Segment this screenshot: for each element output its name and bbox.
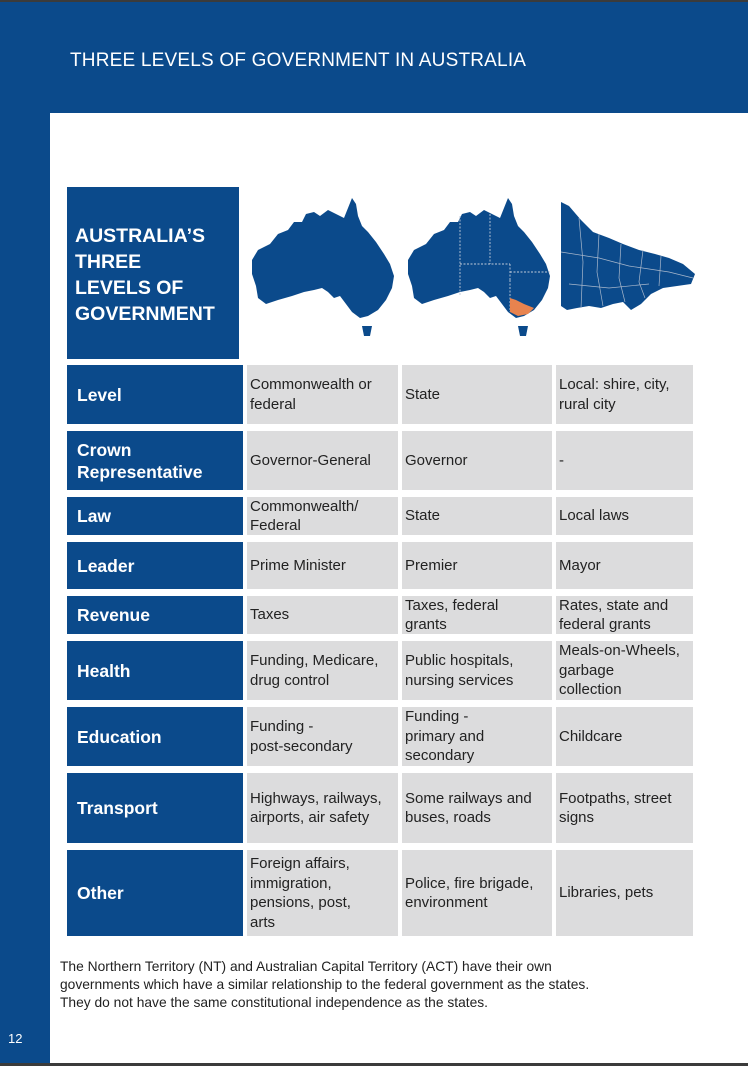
state-cell: Funding - primary and secondary	[402, 707, 552, 766]
local-cell: Meals-on-Wheels, garbage collection	[556, 641, 693, 700]
page-number: 12	[8, 1031, 23, 1046]
federal-cell: Funding - post-secondary	[247, 707, 398, 766]
state-cell: Police, fire brigade, environment	[402, 850, 552, 936]
row-label: Other	[65, 850, 243, 936]
page-title: THREE LEVELS OF GOVERNMENT IN AUSTRALIA	[70, 50, 527, 71]
local-cell: Childcare	[556, 707, 693, 766]
table-row	[65, 596, 695, 634]
table-heading-box	[65, 187, 243, 359]
federal-cell: Taxes	[247, 596, 398, 634]
local-cell: Mayor	[556, 542, 693, 589]
state-cell: State	[402, 497, 552, 535]
state-cell: State	[402, 365, 552, 424]
local-cell: Local: shire, city, rural city	[556, 365, 693, 424]
table-row	[65, 542, 695, 589]
local-cell: Footpaths, street signs	[556, 773, 693, 843]
state-cell: Taxes, federal grants	[402, 596, 552, 634]
row-label: Level	[65, 365, 243, 424]
local-cell: Rates, state and federal grants	[556, 596, 693, 634]
state-cell: Premier	[402, 542, 552, 589]
victoria-local-map-icon	[559, 192, 699, 322]
federal-cell: Governor-General	[247, 431, 398, 490]
table-row	[65, 365, 695, 424]
table-row	[65, 850, 695, 936]
federal-cell: Highways, railways, airports, air safety	[247, 773, 398, 843]
left-band	[0, 0, 50, 1066]
table-row	[65, 497, 695, 535]
federal-cell: Commonwealth/ Federal	[247, 497, 398, 535]
row-label: Health	[65, 641, 243, 700]
row-label: Law	[65, 497, 243, 535]
row-label: Leader	[65, 542, 243, 589]
local-cell: Local laws	[556, 497, 693, 535]
federal-cell: Prime Minister	[247, 542, 398, 589]
row-label: Transport	[65, 773, 243, 843]
federal-cell: Foreign affairs, immigration, pensions, post, arts	[247, 850, 398, 936]
row-label: Education	[65, 707, 243, 766]
table-row	[65, 707, 695, 766]
table-row	[65, 773, 695, 843]
state-cell: Some railways and buses, roads	[402, 773, 552, 843]
table-row	[65, 641, 695, 700]
federal-cell: Commonwealth or federal	[247, 365, 398, 424]
australia-federal-map-icon	[248, 192, 398, 342]
local-cell: -	[556, 431, 693, 490]
row-label: Revenue	[65, 596, 243, 634]
australia-states-map-icon	[403, 192, 555, 342]
table-heading: AUSTRALIA’S THREE LEVELS OF GOVERNMENT	[75, 225, 215, 325]
row-label: Crown Representative	[65, 431, 243, 490]
state-cell: Public hospitals, nursing services	[402, 641, 552, 700]
local-cell: Libraries, pets	[556, 850, 693, 936]
table-row	[65, 431, 695, 490]
footnote: The Northern Territory (NT) and Australian Capital Territory (ACT) have their own governments which have a similar relationship to the federal government as the states. They do not have the same constitutional independence as the states.	[60, 959, 590, 1010]
federal-cell: Funding, Medicare, drug control	[247, 641, 398, 700]
top-rule	[0, 0, 748, 2]
state-cell: Governor	[402, 431, 552, 490]
